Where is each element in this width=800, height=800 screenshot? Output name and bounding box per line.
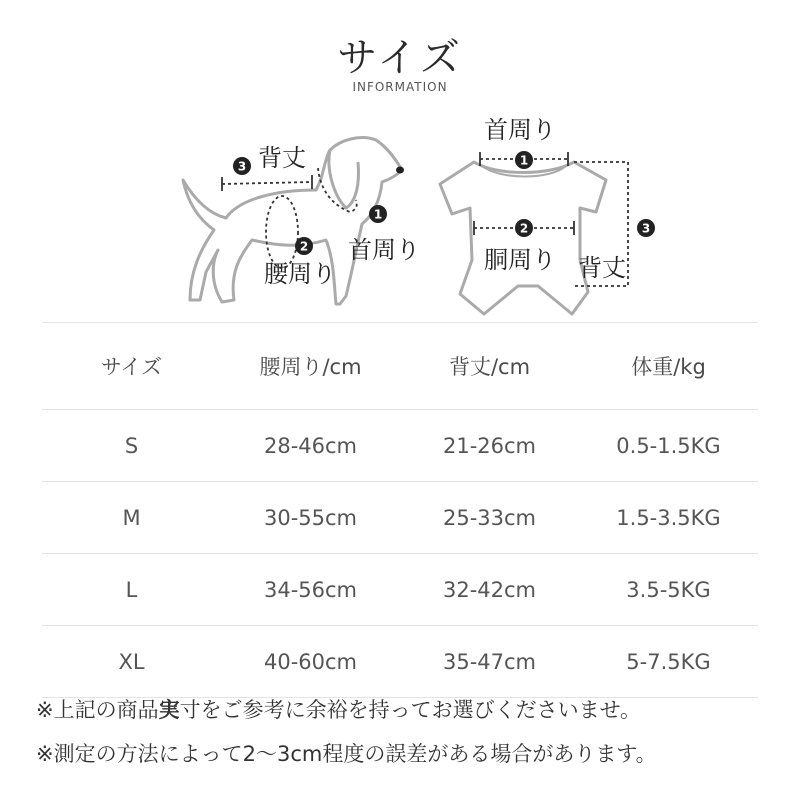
- dog-ear-outline: [329, 150, 359, 208]
- note-actual-size: [36, 694, 776, 724]
- table-row: [42, 554, 758, 626]
- cell-size: XL: [118, 649, 145, 674]
- column-header-waist: 腰周り/cm: [259, 355, 362, 379]
- dog-label-waist: 腰周り: [264, 260, 336, 288]
- clothes-illustration: [440, 116, 655, 314]
- column-header-back-length: 背丈/cm: [448, 355, 531, 379]
- clothes-label-neck: 首周り: [484, 116, 556, 144]
- dog-nose: [396, 167, 404, 174]
- dog-marker-2-text: 2: [299, 239, 309, 254]
- cell-size: S: [124, 433, 139, 458]
- note-actual-size-part-b: 実: [158, 698, 180, 722]
- measurement-diagram: [0, 100, 800, 320]
- cell-back-length: 25-33cm: [442, 505, 537, 530]
- size-table: [42, 322, 758, 698]
- clothes-marker-3-text: 3: [641, 221, 651, 236]
- dog-marker-1-text: 1: [373, 207, 383, 222]
- cell-size: M: [122, 505, 141, 530]
- clothes-marker-1-text: 1: [519, 153, 529, 168]
- cell-waist: 34-56cm: [263, 577, 358, 602]
- dog-marker-3-text: 3: [237, 159, 247, 174]
- note-actual-size-part-a: ※上記の商品: [36, 698, 159, 722]
- page-title: サイズ: [337, 35, 463, 81]
- dog-back-measure-line: [222, 182, 312, 184]
- cell-size: L: [125, 577, 138, 602]
- note-actual-size-part-c: 寸をご参考に余裕を持ってお選びくださいませ。: [179, 698, 641, 722]
- cell-back-length: 21-26cm: [442, 433, 537, 458]
- column-header-weight: 体重/kg: [631, 355, 706, 379]
- dog-label-neck: 首周り: [348, 236, 420, 264]
- cell-weight: 5-7.5KG: [626, 649, 711, 674]
- cell-back-length: 35-47cm: [442, 649, 537, 674]
- table-row: [42, 626, 758, 698]
- cell-weight: 0.5-1.5KG: [616, 433, 721, 458]
- table-row: [42, 410, 758, 482]
- clothes-label-back-length: 背丈: [578, 254, 626, 282]
- cell-waist: 28-46cm: [263, 433, 358, 458]
- dog-waist-measure-line: [266, 196, 298, 268]
- cell-weight: 1.5-3.5KG: [616, 505, 721, 530]
- table-row: [42, 482, 758, 554]
- cell-waist: 40-60cm: [263, 649, 358, 674]
- cell-waist: 30-55cm: [263, 505, 358, 530]
- dog-label-back-length: 背丈: [258, 144, 306, 172]
- page-subtitle: INFORMATION: [352, 80, 448, 94]
- clothes-marker-2-text: 2: [519, 221, 529, 236]
- cell-weight: 3.5-5KG: [626, 577, 711, 602]
- dog-illustration: [183, 138, 420, 304]
- clothes-outline: [440, 162, 606, 314]
- note-measurement-error: ※測定の方法によって2〜3cm程度の誤差がある場合があります。: [36, 742, 657, 766]
- clothes-label-chest: 胴周り: [484, 246, 556, 274]
- size-table-header: [42, 323, 758, 410]
- cell-back-length: 32-42cm: [442, 577, 537, 602]
- column-header-size: サイズ: [100, 355, 163, 379]
